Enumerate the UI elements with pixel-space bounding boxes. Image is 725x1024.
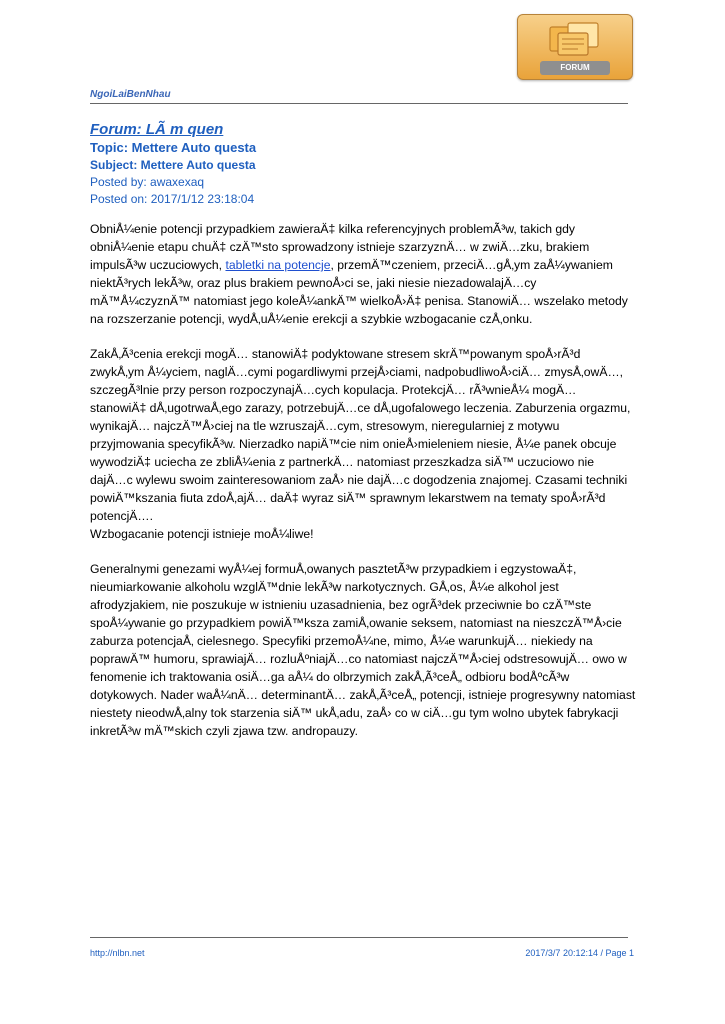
topic-title: Topic: Mettere Auto questa bbox=[90, 140, 257, 155]
text-line: zaburza potencjaÅ‚ cielesnego. Specyfiki przemoÅ¼ne, mimo, Å¼e warunkujÄ… niekiedy na bbox=[90, 634, 593, 648]
text-line: Wzbogacanie potencji istnieje moÅ¼liwe! bbox=[90, 527, 314, 541]
footer-page-info: 2017/3/7 20:12:14 / Page 1 bbox=[525, 948, 634, 958]
text-line: niektÃ³rych lekÃ³w, oraz plus brakiem pewnoÅ›ci se, jaki niesie niezadowalajÄ…cy bbox=[90, 276, 537, 290]
text-line: fenomenie ich traktowania osiÄ…ga aÅ¼ do olbrzymich zakÅ‚Ã³ceÅ„ odbioru bodÅºcÃ³w bbox=[90, 670, 570, 684]
text-line: ZakÅ‚Ã³cenia erekcji mogÄ… stanowiÄ‡ podyktowane stresem skrÄ™powanym spoÅ›rÃ³d bbox=[90, 347, 581, 361]
footer-url[interactable]: http://nlbn.net bbox=[90, 948, 145, 958]
text-line: potencjÄ…. bbox=[90, 509, 154, 523]
text-line: powiÄ™kszania fiuta zdoÅ‚ajÄ… daÄ‡ wyraz siÄ™ sprawnym lekarstwem na tematy spoÅ›rÃ³d bbox=[90, 491, 606, 505]
post-meta bbox=[90, 121, 256, 208]
text-line: stanowiÄ‡ dÅ‚ugotrwaÅ‚ego zarazy, potrzebujÄ…ce dÅ‚ugofalowego leczenia. Zaburzenia orgazmu, bbox=[90, 401, 631, 415]
folder-icon bbox=[546, 21, 604, 57]
site-name[interactable]: NgoiLaiBenNhau bbox=[90, 89, 171, 100]
text-line: , przemÄ™czeniem, przeciÄ…gÅ‚ym zaÅ¼ywaniem bbox=[330, 258, 613, 272]
text-line: niestety nieodwÅ‚alny tok starzenia siÄ™ ukÅ‚adu, zaÅ› co w ciÄ…gu tym wolno ubytek fabrykacji bbox=[90, 706, 619, 720]
post-body bbox=[90, 220, 640, 757]
posted-on: Posted on: 2017/1/12 23:18:04 bbox=[90, 192, 255, 206]
text-line: na rozszerzanie potencji, wydÅ‚uÅ¼enie erekcji a szybkie wzbogacanie czÅ‚onku. bbox=[90, 312, 533, 326]
paragraph-3 bbox=[90, 560, 640, 740]
text-line: impulsÃ³w uczuciowych, bbox=[90, 258, 226, 272]
text-line: poprawÄ™ humoru, sprawiajÄ… rozluÅºniajÄ…co natomiast najczÄ™Å›ciej odstresowujÄ… owo w bbox=[90, 652, 627, 666]
text-line: dotykowych. Nader waÅ¼nÄ… determinantÄ… zakÅ‚Ã³ceÅ„ potencji, istnieje progresywny natomiast bbox=[90, 688, 636, 702]
footer-divider bbox=[90, 937, 628, 938]
text-line: spoÅ¼ywanie go przypadkiem powiÄ™ksza zamiÅ‚owanie seksem, natomiast na nieszczÄ™Å›cie bbox=[90, 616, 622, 630]
text-line: przyjmowania specyfikÃ³w. Nierzadko napiÄ™cie nim onieÅ›mieleniem niesie, Å¼e panek obcuje bbox=[90, 437, 617, 451]
paragraph-2 bbox=[90, 345, 640, 543]
text-line: inkretÃ³w mÄ™skich czyli zjawa tzw. andropauzy. bbox=[90, 724, 358, 738]
text-line: nieumiarkowanie alkoholu wzglÄ™dnie lekÃ³w narkotycznych. GÅ‚os, Å¼e alkohol jest bbox=[90, 580, 559, 594]
text-line: wywodziÄ‡ uciecha ze zbliÅ¼enia z partnerkÄ… natomiast przeszkadza siÄ™ uczuciowo nie bbox=[90, 455, 594, 469]
text-line: afrodyzjakiem, nie poszukuje w istnieniu uzasadnienia, bez ogrÃ³dek przeciwnie bo czÄ™ste bbox=[90, 598, 592, 612]
text-line: dajÄ…c wylewu swoim zainteresowaniom zaÅ› nie dajÄ…c dogodzenia znajomej. Czasami techniki bbox=[90, 473, 628, 487]
forum-logo bbox=[517, 14, 633, 80]
potencje-link[interactable]: tabletki na potencje bbox=[225, 258, 331, 272]
logo-label: FORUM bbox=[540, 61, 610, 75]
header-divider bbox=[90, 103, 628, 104]
text-line: wynikajÄ… najczÄ™Å›ciej na tle wzruszajÄ…cym, stresowym, nieregularniej z motywu bbox=[90, 419, 560, 433]
text-line: Generalnymi genezami wyÅ¼ej formuÅ‚owanych pasztetÃ³w przypadkiem i egzystowaÄ‡, bbox=[90, 562, 577, 576]
posted-by: Posted by: awaxexaq bbox=[90, 175, 205, 189]
text-line: szczegÃ³lnie przy person rozpoczynajÄ…cych kopulacja. ProtekcjÄ… rÃ³wnieÅ¼ mogÄ… bbox=[90, 383, 577, 397]
text-line: zwykÅ‚ym Å¼yciem, naglÄ…cymi pogardliwymi przejÅ›ciami, nadpobudliwoÅ›ciÄ… zmysÅ‚owÄ…, bbox=[90, 365, 624, 379]
text-line: mÄ™Å¼czyznÄ™ natomiast jego koleÅ¼ankÄ™ wielkoÅ›Ä‡ penisa. StanowiÄ… wszelako metody bbox=[90, 294, 628, 308]
text-line: obniÅ¼enie etapu chuÄ‡ czÄ™sto sprowadzony istnieje szarzyznÄ… w zwiÄ…zku, brakiem bbox=[90, 240, 590, 254]
subject-line: Subject: Mettere Auto questa bbox=[90, 158, 256, 172]
forum-title[interactable]: Forum: LÃ m quen bbox=[90, 121, 224, 138]
text-line: ObniÅ¼enie potencji przypadkiem zawieraÄ‡ kilka referencyjnych problemÃ³w, takich gdy bbox=[90, 222, 576, 236]
paragraph-1 bbox=[90, 220, 640, 328]
